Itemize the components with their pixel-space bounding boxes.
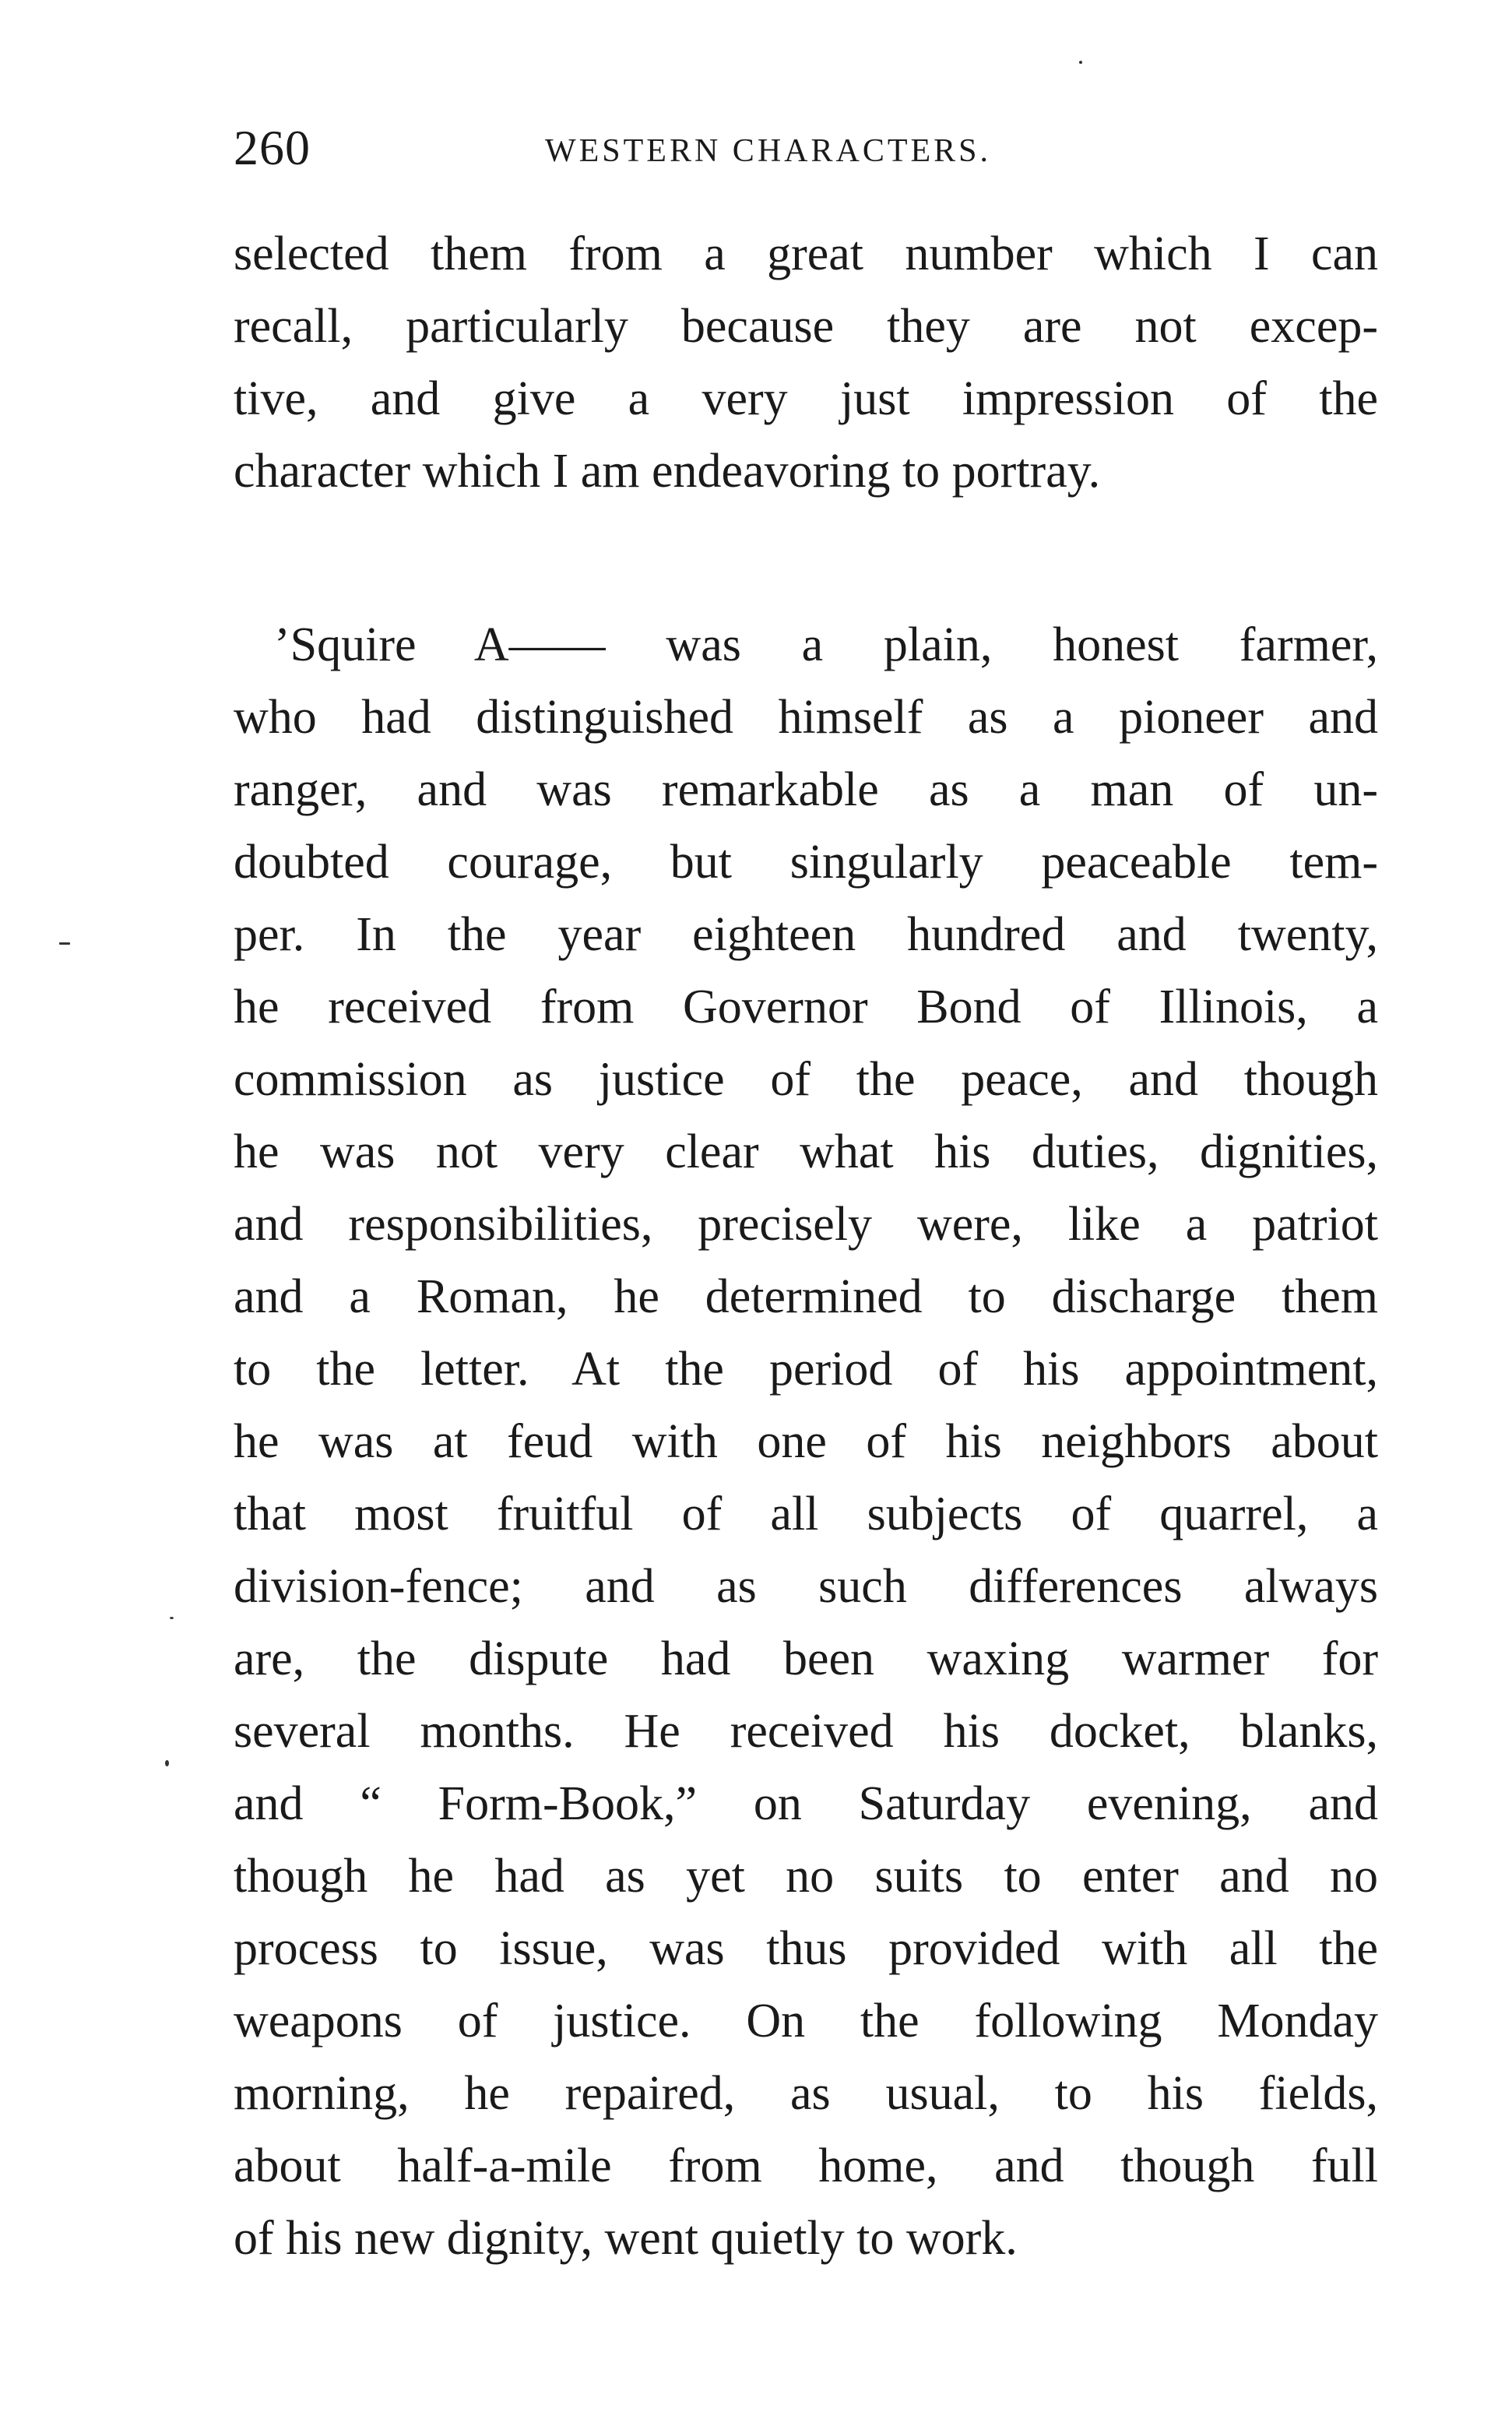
page-number: 260	[234, 120, 311, 175]
text-line: division-fence; and as such differences always	[234, 1560, 1378, 1613]
paragraph-1	[234, 218, 1378, 508]
text-line: of his new dignity, went quietly to work.	[234, 2212, 1018, 2265]
scan-speck	[170, 1617, 174, 1619]
text-line: commission as justice of the peace, and though	[234, 1053, 1378, 1106]
scan-speck	[165, 1760, 169, 1766]
text-line: to the letter. At the period of his appointment,	[234, 1343, 1378, 1396]
text-line: are, the dispute had been waxing warmer for	[234, 1632, 1378, 1685]
text-line: and responsibilities, precisely were, like a patriot	[234, 1198, 1378, 1251]
text-line: several months. He received his docket, blanks,	[234, 1705, 1378, 1758]
text-line: selected them from a great number which I can	[234, 227, 1378, 280]
text-line: ranger, and was remarkable as a man of un-	[234, 763, 1378, 816]
text-line: and a Roman, he determined to discharge them	[234, 1270, 1378, 1323]
text-line: that most fruitful of all subjects of quarrel, a	[234, 1488, 1378, 1540]
text-line: he was at feud with one of his neighbors about	[234, 1415, 1378, 1468]
text-line: though he had as yet no suits to enter and no	[234, 1850, 1378, 1903]
text-line: per. In the year eighteen hundred and twenty,	[234, 908, 1378, 961]
paragraph-2	[234, 609, 1378, 2275]
scan-speck	[59, 942, 70, 945]
text-line: character which I am endeavoring to portray.	[234, 445, 1101, 498]
running-head: WESTERN CHARACTERS.	[545, 133, 992, 169]
text-line: about half-a-mile from home, and though full	[234, 2139, 1378, 2192]
text-line: process to issue, was thus provided with all the	[234, 1922, 1378, 1975]
paragraph-gap	[234, 508, 1378, 609]
text-line: morning, he repaired, as usual, to his fields,	[234, 2067, 1378, 2120]
text-line: tive, and give a very just impression of the	[234, 372, 1378, 425]
scan-speck	[1079, 61, 1082, 64]
body-text	[234, 218, 1378, 2275]
text-line: he was not very clear what his duties, dignities,	[234, 1125, 1378, 1178]
text-line: doubted courage, but singularly peaceable tem-	[234, 836, 1378, 889]
text-line: and “ Form-Book,” on Saturday evening, and	[234, 1777, 1378, 1830]
text-line: he received from Governor Bond of Illinois, a	[234, 981, 1378, 1033]
text-line: ’Squire A—— was a plain, honest farmer,	[274, 618, 1378, 671]
text-line: who had distinguished himself as a pioneer and	[234, 691, 1378, 744]
text-line: weapons of justice. On the following Monday	[234, 1995, 1378, 2048]
page-header	[234, 117, 1386, 179]
text-line: recall, particularly because they are not excep-	[234, 300, 1378, 353]
